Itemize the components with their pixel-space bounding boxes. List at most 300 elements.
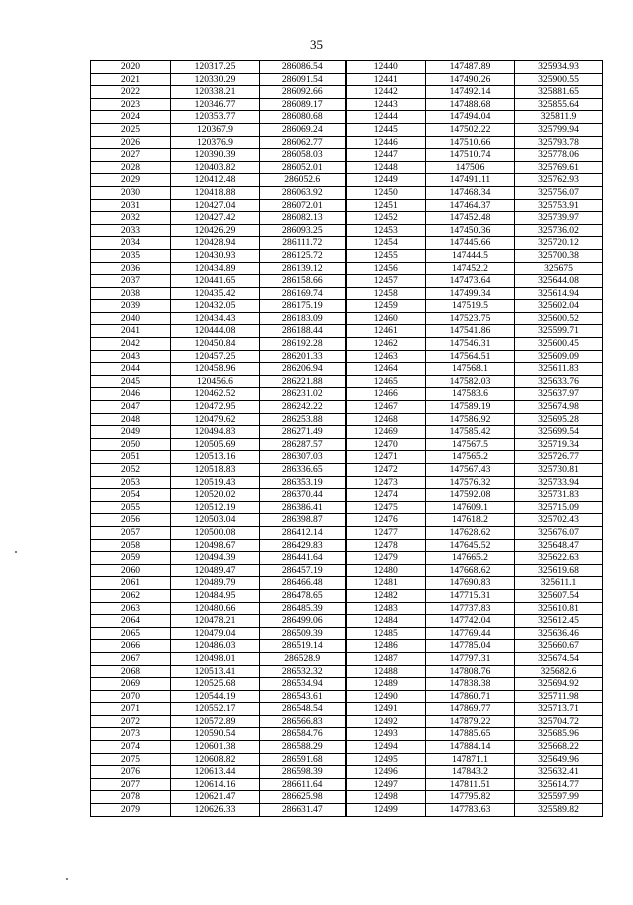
x-coordinate-cell: 147838.38 [426, 678, 515, 691]
point-number-cell: 2052 [91, 464, 171, 477]
y-coordinate-cell: 286206.94 [260, 363, 346, 376]
point-number-cell: 12471 [346, 451, 426, 464]
y-coordinate-cell: 286052.6 [260, 174, 346, 187]
point-number-cell: 12496 [346, 766, 426, 779]
table-row [91, 564, 603, 577]
x-coordinate-cell: 147564.51 [426, 350, 515, 363]
y-coordinate-cell: 325881.65 [515, 86, 603, 99]
point-number-cell: 12461 [346, 325, 426, 338]
x-coordinate-cell: 147565.2 [426, 451, 515, 464]
x-coordinate-cell: 120484.95 [171, 589, 260, 602]
x-coordinate-cell: 120544.19 [171, 690, 260, 703]
point-number-cell: 2064 [91, 615, 171, 628]
table-row [91, 73, 603, 86]
y-coordinate-cell: 286528.9 [260, 652, 346, 665]
point-number-cell: 12459 [346, 300, 426, 313]
table-row [91, 640, 603, 653]
y-coordinate-cell: 325934.93 [515, 61, 603, 74]
point-number-cell: 2060 [91, 564, 171, 577]
point-number-cell: 12452 [346, 212, 426, 225]
table-row [91, 338, 603, 351]
x-coordinate-cell: 147488.68 [426, 98, 515, 111]
y-coordinate-cell: 286093.25 [260, 224, 346, 237]
table-row [91, 627, 603, 640]
x-coordinate-cell: 120552.17 [171, 703, 260, 716]
y-coordinate-cell: 286548.54 [260, 703, 346, 716]
table-row [91, 804, 603, 817]
x-coordinate-cell: 147491.11 [426, 174, 515, 187]
point-number-cell: 2066 [91, 640, 171, 653]
x-coordinate-cell: 120435.42 [171, 287, 260, 300]
x-coordinate-cell: 147445.66 [426, 237, 515, 250]
point-number-cell: 2070 [91, 690, 171, 703]
point-number-cell: 12499 [346, 804, 426, 817]
point-number-cell: 2079 [91, 804, 171, 817]
point-number-cell: 12478 [346, 539, 426, 552]
x-coordinate-cell: 120430.93 [171, 249, 260, 262]
y-coordinate-cell: 286588.29 [260, 741, 346, 754]
point-number-cell: 2024 [91, 111, 171, 124]
y-coordinate-cell: 286485.39 [260, 602, 346, 615]
y-coordinate-cell: 286534.94 [260, 678, 346, 691]
y-coordinate-cell: 286625.98 [260, 791, 346, 804]
scan-speck [15, 551, 17, 553]
x-coordinate-cell: 120479.04 [171, 627, 260, 640]
table-row [91, 123, 603, 136]
table-row [91, 199, 603, 212]
x-coordinate-cell: 147499.34 [426, 287, 515, 300]
y-coordinate-cell: 286336.65 [260, 464, 346, 477]
point-number-cell: 12447 [346, 149, 426, 162]
y-coordinate-cell: 286353.19 [260, 476, 346, 489]
table-row [91, 652, 603, 665]
y-coordinate-cell: 325611.1 [515, 577, 603, 590]
y-coordinate-cell: 325719.34 [515, 438, 603, 451]
x-coordinate-cell: 120346.77 [171, 98, 260, 111]
x-coordinate-cell: 147464.37 [426, 199, 515, 212]
point-number-cell: 12485 [346, 627, 426, 640]
y-coordinate-cell: 325599.71 [515, 325, 603, 338]
table-row [91, 61, 603, 74]
y-coordinate-cell: 286499.06 [260, 615, 346, 628]
x-coordinate-cell: 120434.89 [171, 262, 260, 275]
y-coordinate-cell: 325600.52 [515, 312, 603, 325]
table-row [91, 312, 603, 325]
table-row [91, 539, 603, 552]
y-coordinate-cell: 325609.09 [515, 350, 603, 363]
table-row [91, 438, 603, 451]
table-row [91, 589, 603, 602]
y-coordinate-cell: 286370.44 [260, 489, 346, 502]
table-row [91, 388, 603, 401]
y-coordinate-cell: 325715.09 [515, 501, 603, 514]
table-row [91, 703, 603, 716]
x-coordinate-cell: 147586.92 [426, 413, 515, 426]
y-coordinate-cell: 325610.81 [515, 602, 603, 615]
x-coordinate-cell: 147568.1 [426, 363, 515, 376]
x-coordinate-cell: 147869.77 [426, 703, 515, 716]
y-coordinate-cell: 325637.97 [515, 388, 603, 401]
x-coordinate-cell: 120427.42 [171, 212, 260, 225]
y-coordinate-cell: 286063.92 [260, 186, 346, 199]
x-coordinate-cell: 147567.5 [426, 438, 515, 451]
table-row [91, 741, 603, 754]
point-number-cell: 2072 [91, 715, 171, 728]
point-number-cell: 12475 [346, 501, 426, 514]
x-coordinate-cell: 120525.68 [171, 678, 260, 691]
point-number-cell: 12444 [346, 111, 426, 124]
x-coordinate-cell: 147618.2 [426, 514, 515, 527]
x-coordinate-cell: 147860.71 [426, 690, 515, 703]
point-number-cell: 2046 [91, 388, 171, 401]
x-coordinate-cell: 120444.08 [171, 325, 260, 338]
point-number-cell: 12472 [346, 464, 426, 477]
point-number-cell: 2021 [91, 73, 171, 86]
point-number-cell: 2062 [91, 589, 171, 602]
y-coordinate-cell: 286086.54 [260, 61, 346, 74]
point-number-cell: 12443 [346, 98, 426, 111]
x-coordinate-cell: 147490.26 [426, 73, 515, 86]
point-number-cell: 12445 [346, 123, 426, 136]
x-coordinate-cell: 120498.67 [171, 539, 260, 552]
point-number-cell: 2055 [91, 501, 171, 514]
table-row [91, 552, 603, 565]
y-coordinate-cell: 286611.64 [260, 778, 346, 791]
x-coordinate-cell: 147583.6 [426, 388, 515, 401]
x-coordinate-cell: 120513.41 [171, 665, 260, 678]
point-number-cell: 2020 [91, 61, 171, 74]
point-number-cell: 2042 [91, 338, 171, 351]
point-number-cell: 12449 [346, 174, 426, 187]
y-coordinate-cell: 325611.83 [515, 363, 603, 376]
table-row [91, 577, 603, 590]
x-coordinate-cell: 120505.69 [171, 438, 260, 451]
y-coordinate-cell: 325699.54 [515, 426, 603, 439]
point-number-cell: 2056 [91, 514, 171, 527]
y-coordinate-cell: 325900.55 [515, 73, 603, 86]
y-coordinate-cell: 325619.68 [515, 564, 603, 577]
y-coordinate-cell: 325649.96 [515, 753, 603, 766]
x-coordinate-cell: 147795.82 [426, 791, 515, 804]
x-coordinate-cell: 120376.9 [171, 136, 260, 149]
point-number-cell: 12448 [346, 161, 426, 174]
x-coordinate-cell: 147645.52 [426, 539, 515, 552]
point-number-cell: 2031 [91, 199, 171, 212]
y-coordinate-cell: 325713.71 [515, 703, 603, 716]
point-number-cell: 12450 [346, 186, 426, 199]
y-coordinate-cell: 325711.98 [515, 690, 603, 703]
y-coordinate-cell: 325733.94 [515, 476, 603, 489]
table-row [91, 464, 603, 477]
y-coordinate-cell: 325674.98 [515, 401, 603, 414]
y-coordinate-cell: 286111.72 [260, 237, 346, 250]
x-coordinate-cell: 120450.84 [171, 338, 260, 351]
y-coordinate-cell: 325614.77 [515, 778, 603, 791]
table-row [91, 350, 603, 363]
x-coordinate-cell: 147510.74 [426, 149, 515, 162]
x-coordinate-cell: 120462.52 [171, 388, 260, 401]
scan-speck [66, 878, 68, 880]
y-coordinate-cell: 325674.54 [515, 652, 603, 665]
x-coordinate-cell: 147450.36 [426, 224, 515, 237]
x-coordinate-cell: 147473.64 [426, 275, 515, 288]
x-coordinate-cell: 147519.5 [426, 300, 515, 313]
x-coordinate-cell: 147541.86 [426, 325, 515, 338]
point-number-cell: 2051 [91, 451, 171, 464]
point-number-cell: 12466 [346, 388, 426, 401]
y-coordinate-cell: 325589.82 [515, 804, 603, 817]
table-row [91, 161, 603, 174]
x-coordinate-cell: 120367.9 [171, 123, 260, 136]
point-number-cell: 12479 [346, 552, 426, 565]
y-coordinate-cell: 286566.83 [260, 715, 346, 728]
x-coordinate-cell: 147668.62 [426, 564, 515, 577]
table-row [91, 325, 603, 338]
x-coordinate-cell: 120601.38 [171, 741, 260, 754]
y-coordinate-cell: 325622.63 [515, 552, 603, 565]
point-number-cell: 2075 [91, 753, 171, 766]
point-number-cell: 2059 [91, 552, 171, 565]
x-coordinate-cell: 147452.2 [426, 262, 515, 275]
y-coordinate-cell: 286058.03 [260, 149, 346, 162]
point-number-cell: 12492 [346, 715, 426, 728]
point-number-cell: 2039 [91, 300, 171, 313]
table-row [91, 262, 603, 275]
point-number-cell: 12474 [346, 489, 426, 502]
y-coordinate-cell: 286466.48 [260, 577, 346, 590]
point-number-cell: 12486 [346, 640, 426, 653]
table-row [91, 451, 603, 464]
x-coordinate-cell: 120489.79 [171, 577, 260, 590]
y-coordinate-cell: 286183.09 [260, 312, 346, 325]
x-coordinate-cell: 120456.6 [171, 375, 260, 388]
y-coordinate-cell: 286509.39 [260, 627, 346, 640]
table-row [91, 149, 603, 162]
x-coordinate-cell: 120457.25 [171, 350, 260, 363]
x-coordinate-cell: 120503.04 [171, 514, 260, 527]
table-body [91, 61, 603, 817]
y-coordinate-cell: 286221.88 [260, 375, 346, 388]
x-coordinate-cell: 147592.08 [426, 489, 515, 502]
x-coordinate-cell: 147843.2 [426, 766, 515, 779]
y-coordinate-cell: 325731.83 [515, 489, 603, 502]
x-coordinate-cell: 147665.2 [426, 552, 515, 565]
x-coordinate-cell: 147567.43 [426, 464, 515, 477]
y-coordinate-cell: 286052.01 [260, 161, 346, 174]
y-coordinate-cell: 325648.47 [515, 539, 603, 552]
table-row [91, 186, 603, 199]
y-coordinate-cell: 286441.64 [260, 552, 346, 565]
x-coordinate-cell: 147506 [426, 161, 515, 174]
table-row [91, 300, 603, 313]
table-row [91, 778, 603, 791]
x-coordinate-cell: 147797.31 [426, 652, 515, 665]
point-number-cell: 2077 [91, 778, 171, 791]
point-number-cell: 12456 [346, 262, 426, 275]
point-number-cell: 12457 [346, 275, 426, 288]
x-coordinate-cell: 147582.03 [426, 375, 515, 388]
point-number-cell: 2034 [91, 237, 171, 250]
x-coordinate-cell: 120626.33 [171, 804, 260, 817]
y-coordinate-cell: 286429.83 [260, 539, 346, 552]
table-row [91, 224, 603, 237]
y-coordinate-cell: 325607.54 [515, 589, 603, 602]
table-row [91, 715, 603, 728]
x-coordinate-cell: 147468.34 [426, 186, 515, 199]
point-number-cell: 2038 [91, 287, 171, 300]
y-coordinate-cell: 325695.28 [515, 413, 603, 426]
y-coordinate-cell: 286089.17 [260, 98, 346, 111]
point-number-cell: 2048 [91, 413, 171, 426]
point-number-cell: 2030 [91, 186, 171, 199]
point-number-cell: 12483 [346, 602, 426, 615]
x-coordinate-cell: 120418.88 [171, 186, 260, 199]
x-coordinate-cell: 147811.51 [426, 778, 515, 791]
point-number-cell: 2078 [91, 791, 171, 804]
x-coordinate-cell: 120432.05 [171, 300, 260, 313]
x-coordinate-cell: 147576.32 [426, 476, 515, 489]
y-coordinate-cell: 286158.66 [260, 275, 346, 288]
point-number-cell: 2044 [91, 363, 171, 376]
x-coordinate-cell: 147690.83 [426, 577, 515, 590]
table-row [91, 275, 603, 288]
point-number-cell: 2061 [91, 577, 171, 590]
point-number-cell: 12440 [346, 61, 426, 74]
table-row [91, 86, 603, 99]
x-coordinate-cell: 147769.44 [426, 627, 515, 640]
x-coordinate-cell: 147444.5 [426, 249, 515, 262]
point-number-cell: 12469 [346, 426, 426, 439]
y-coordinate-cell: 325739.97 [515, 212, 603, 225]
x-coordinate-cell: 120520.02 [171, 489, 260, 502]
y-coordinate-cell: 286192.28 [260, 338, 346, 351]
y-coordinate-cell: 325633.76 [515, 375, 603, 388]
point-number-cell: 2036 [91, 262, 171, 275]
x-coordinate-cell: 120434.43 [171, 312, 260, 325]
point-number-cell: 2063 [91, 602, 171, 615]
point-number-cell: 2022 [91, 86, 171, 99]
y-coordinate-cell: 286139.12 [260, 262, 346, 275]
point-number-cell: 12460 [346, 312, 426, 325]
y-coordinate-cell: 325702.43 [515, 514, 603, 527]
point-number-cell: 12458 [346, 287, 426, 300]
y-coordinate-cell: 325769.61 [515, 161, 603, 174]
point-number-cell: 2057 [91, 526, 171, 539]
x-coordinate-cell: 120613.44 [171, 766, 260, 779]
y-coordinate-cell: 325632.41 [515, 766, 603, 779]
point-number-cell: 2068 [91, 665, 171, 678]
y-coordinate-cell: 286069.24 [260, 123, 346, 136]
x-coordinate-cell: 120518.83 [171, 464, 260, 477]
point-number-cell: 12482 [346, 589, 426, 602]
x-coordinate-cell: 120480.66 [171, 602, 260, 615]
point-number-cell: 12468 [346, 413, 426, 426]
table-row [91, 249, 603, 262]
y-coordinate-cell: 286092.66 [260, 86, 346, 99]
coordinates-table [90, 60, 603, 817]
x-coordinate-cell: 147502.22 [426, 123, 515, 136]
y-coordinate-cell: 286082.13 [260, 212, 346, 225]
y-coordinate-cell: 325736.02 [515, 224, 603, 237]
point-number-cell: 12470 [346, 438, 426, 451]
x-coordinate-cell: 147487.89 [426, 61, 515, 74]
point-number-cell: 12477 [346, 526, 426, 539]
x-coordinate-cell: 120614.16 [171, 778, 260, 791]
y-coordinate-cell: 286125.72 [260, 249, 346, 262]
x-coordinate-cell: 147783.63 [426, 804, 515, 817]
y-coordinate-cell: 325668.22 [515, 741, 603, 754]
table-row [91, 615, 603, 628]
y-coordinate-cell: 325726.77 [515, 451, 603, 464]
x-coordinate-cell: 147884.14 [426, 741, 515, 754]
point-number-cell: 12484 [346, 615, 426, 628]
point-number-cell: 12442 [346, 86, 426, 99]
y-coordinate-cell: 286072.01 [260, 199, 346, 212]
point-number-cell: 2047 [91, 401, 171, 414]
y-coordinate-cell: 286169.74 [260, 287, 346, 300]
table-row [91, 514, 603, 527]
y-coordinate-cell: 325700.38 [515, 249, 603, 262]
x-coordinate-cell: 147523.75 [426, 312, 515, 325]
y-coordinate-cell: 286543.61 [260, 690, 346, 703]
y-coordinate-cell: 286532.32 [260, 665, 346, 678]
point-number-cell: 12495 [346, 753, 426, 766]
x-coordinate-cell: 147609.1 [426, 501, 515, 514]
y-coordinate-cell: 325685.96 [515, 728, 603, 741]
y-coordinate-cell: 286631.47 [260, 804, 346, 817]
table-row [91, 287, 603, 300]
x-coordinate-cell: 147492.14 [426, 86, 515, 99]
point-number-cell: 12454 [346, 237, 426, 250]
x-coordinate-cell: 120621.47 [171, 791, 260, 804]
point-number-cell: 12490 [346, 690, 426, 703]
x-coordinate-cell: 147510.66 [426, 136, 515, 149]
table-row [91, 791, 603, 804]
x-coordinate-cell: 147737.83 [426, 602, 515, 615]
table-row [91, 98, 603, 111]
point-number-cell: 2074 [91, 741, 171, 754]
y-coordinate-cell: 325614.94 [515, 287, 603, 300]
y-coordinate-cell: 325602.04 [515, 300, 603, 313]
point-number-cell: 12489 [346, 678, 426, 691]
y-coordinate-cell: 286386.41 [260, 501, 346, 514]
point-number-cell: 12451 [346, 199, 426, 212]
point-number-cell: 2054 [91, 489, 171, 502]
point-number-cell: 2050 [91, 438, 171, 451]
x-coordinate-cell: 120498.01 [171, 652, 260, 665]
point-number-cell: 12446 [346, 136, 426, 149]
x-coordinate-cell: 120403.82 [171, 161, 260, 174]
table-row [91, 375, 603, 388]
x-coordinate-cell: 120428.94 [171, 237, 260, 250]
x-coordinate-cell: 147808.76 [426, 665, 515, 678]
point-number-cell: 2029 [91, 174, 171, 187]
y-coordinate-cell: 325811.9 [515, 111, 603, 124]
x-coordinate-cell: 147452.48 [426, 212, 515, 225]
point-number-cell: 2041 [91, 325, 171, 338]
x-coordinate-cell: 120500.08 [171, 526, 260, 539]
table-row [91, 426, 603, 439]
x-coordinate-cell: 147742.04 [426, 615, 515, 628]
point-number-cell: 12498 [346, 791, 426, 804]
table-row [91, 237, 603, 250]
table-row [91, 766, 603, 779]
y-coordinate-cell: 325660.67 [515, 640, 603, 653]
point-number-cell: 12464 [346, 363, 426, 376]
x-coordinate-cell: 120513.16 [171, 451, 260, 464]
point-number-cell: 2023 [91, 98, 171, 111]
y-coordinate-cell: 286175.19 [260, 300, 346, 313]
